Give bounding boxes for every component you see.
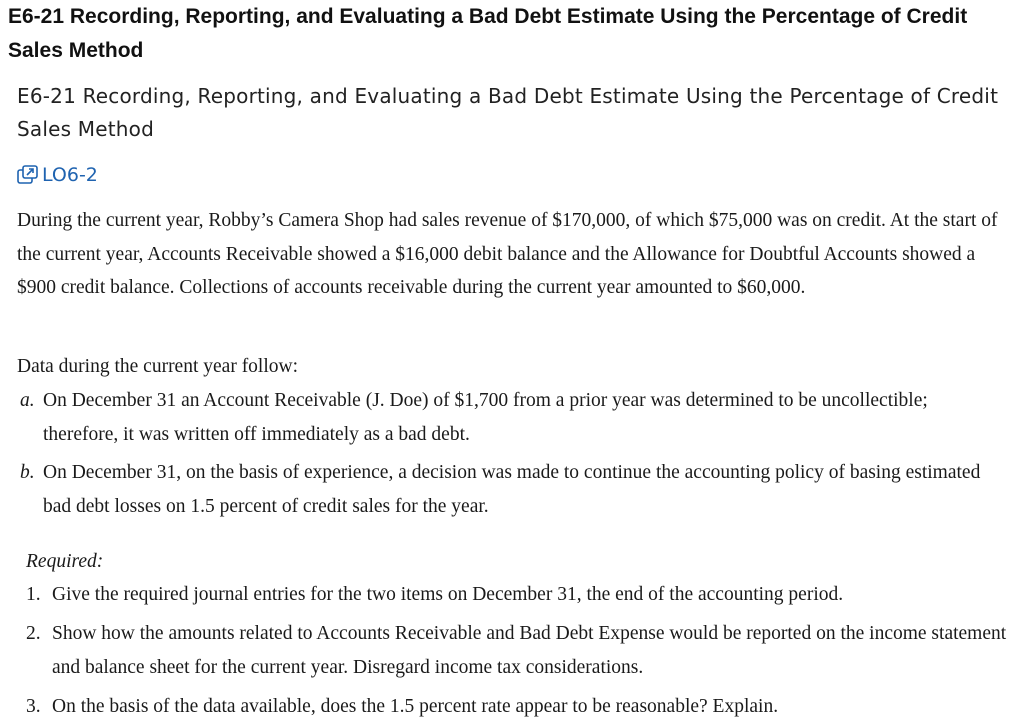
learning-objective-link[interactable] (17, 160, 98, 190)
data-item-letter: a. (20, 390, 35, 411)
data-item-letter: b. (20, 462, 35, 483)
data-item-text: On December 31, on the basis of experience, a decision was made to continue the accounting policy of basing estimated bad debt losses on 1.5 percent of credit sales for the year. (43, 462, 981, 517)
required-item-text: Show how the amounts related to Accounts Receivable and Bad Debt Expense would be reported on the income statement and balance sheet for the current year. Disregard income tax considerations. (52, 623, 1007, 678)
required-item-3 (26, 690, 1016, 724)
external-link-icon (17, 165, 39, 185)
required-item-text: On the basis of the data available, does the 1.5 percent rate appear to be reasonable? Explain. (52, 696, 779, 717)
required-item-text: Give the required journal entries for the two items on December 31, the end of the accounting period. (52, 584, 844, 605)
required-item-1 (26, 578, 1016, 612)
learning-objective-label: LO6-2 (42, 164, 98, 186)
intro-paragraph: During the current year, Robby’s Camera Shop had sales revenue of $170,000, of which $75,000 was on credit. At the start of the current year, Accounts Receivable showed a $16,000 debit balance and the Allowance for Doubtful Accounts showed a $900 credit balance. Collections of accounts receivable during the current year amounted to $60,000. (17, 210, 998, 298)
required-item-2 (26, 617, 1016, 684)
page-title: E6-21 Recording, Reporting, and Evaluating a Bad Debt Estimate Using the Percentage of Credit Sales Method (8, 5, 968, 62)
required-item-number: 3. (26, 696, 41, 717)
section-title: E6-21 Recording, Reporting, and Evaluating a Bad Debt Estimate Using the Percentage of Credit Sales Method (17, 84, 999, 141)
required-label: Required: (26, 551, 104, 572)
data-item-a (17, 384, 997, 451)
data-intro: Data during the current year follow: (17, 356, 299, 377)
required-item-number: 2. (26, 623, 41, 644)
required-item-number: 1. (26, 584, 41, 605)
data-item-b (17, 456, 997, 523)
data-item-text: On December 31 an Account Receivable (J. Doe) of $1,700 from a prior year was determined to be uncollectible; therefore, it was written off immediately as a bad debt. (43, 390, 928, 445)
